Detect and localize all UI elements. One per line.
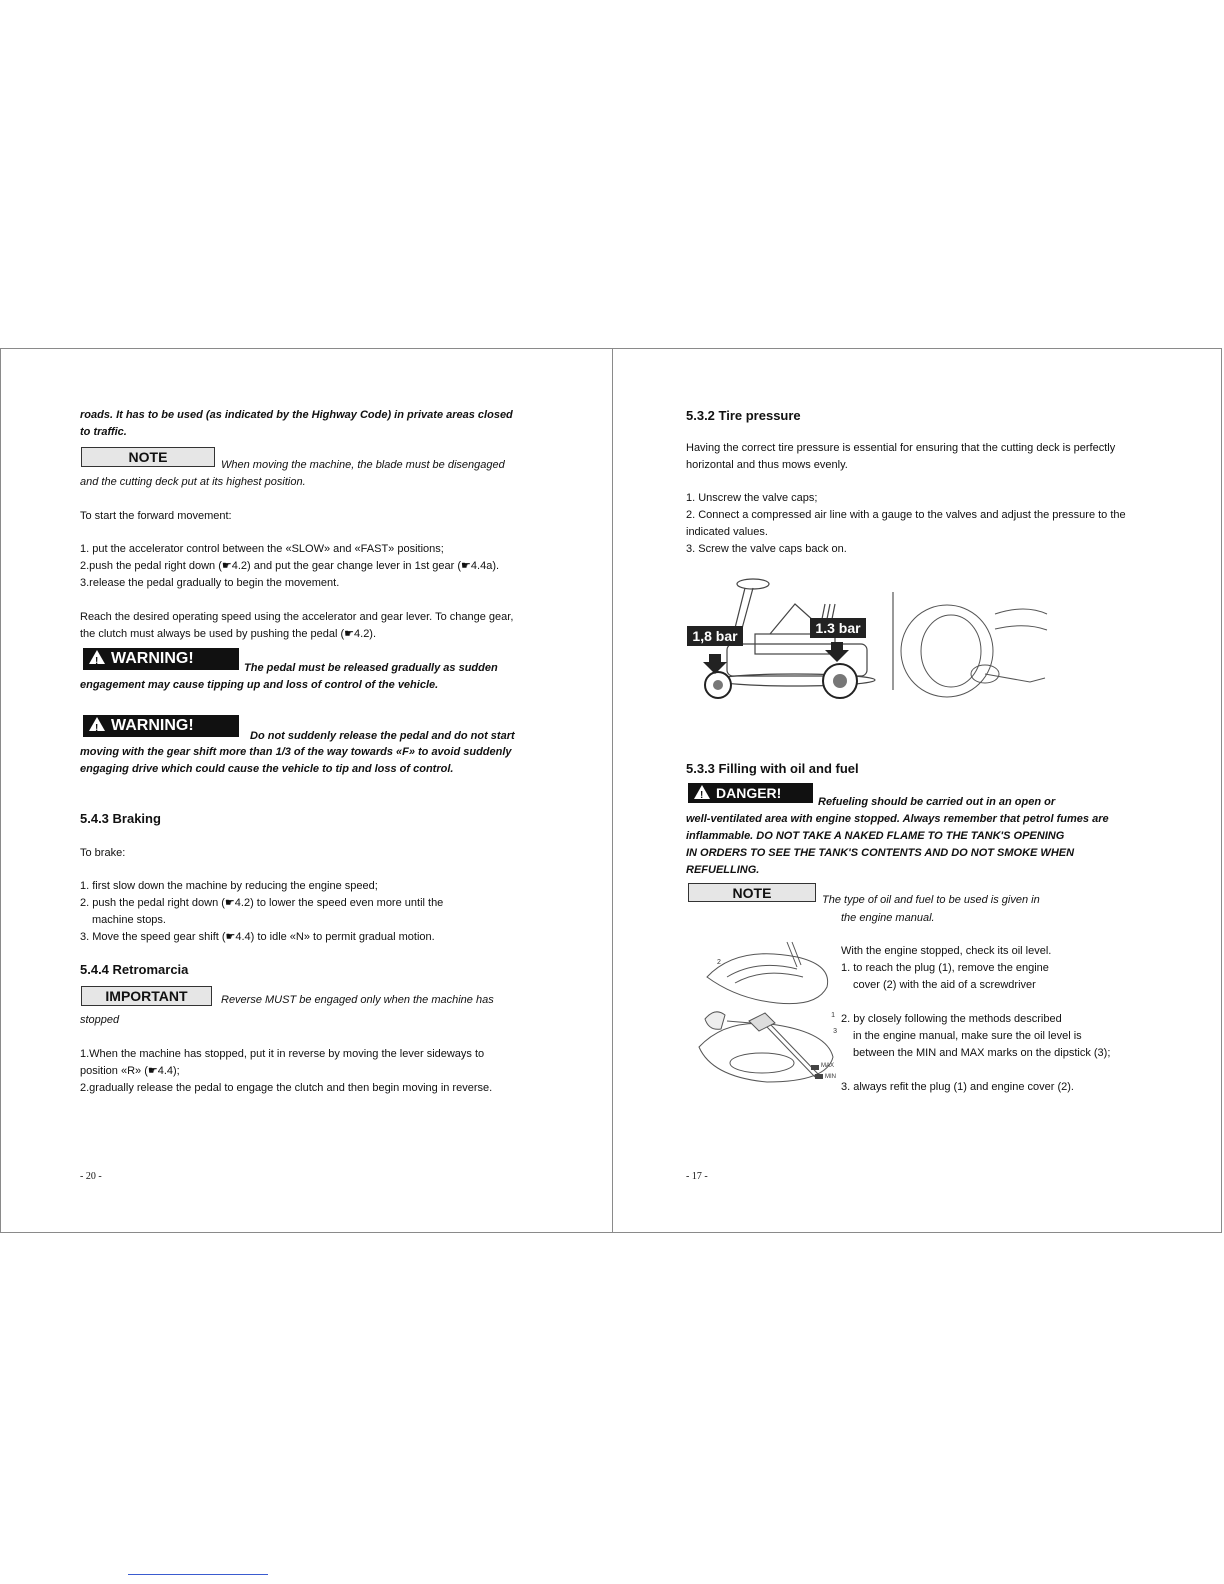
warning-icon — [89, 717, 105, 731]
brake-steps: 1. first slow down the machine by reducing the engine speed; 2. push the pedal right down (☛4.2) to lower the speed even more until the machine stops. 3. Move the speed gear shift (☛4.4) to idle «N» to permit gradual motion. — [80, 880, 444, 943]
warning-2-text-cont: moving with the gear shift more than 1/3 of the way towards «F» to avoid suddenly engaging drive which could cause the vehicle to tip and loss of control. — [80, 746, 512, 775]
oil-steps: With the engine stopped, check its oil level. 1. to reach the plug (1), remove the engine cover (2) with the aid of a screwdriver 2. by closely following the methods described in the engine manual, make sure the oil level is between the MIN and MAX marks on the dipstick (3); 3. always refit the plug (1) and engine cover (2). — [841, 945, 1111, 1093]
intro-text: roads. It has to be used (as indicated by the Highway Code) in private areas closed to traffic. — [80, 409, 513, 438]
front-arrow-icon — [703, 654, 727, 674]
page-number: - 17 - — [686, 1171, 708, 1182]
filling-heading: 5.3.3 Filling with oil and fuel — [686, 761, 859, 776]
note-text-cont: and the cutting deck put at its highest position. — [80, 476, 306, 488]
tire-steps: 1. Unscrew the valve caps; 2. Connect a compressed air line with a gauge to the valves and adjust the pressure to the indicated values. 3. Screw the valve caps back on. — [686, 492, 1126, 555]
diagram-label-2: 2 — [717, 959, 721, 966]
start-steps: 1. put the accelerator control between the «SLOW» and «FAST» positions; 2.push the pedal right down (☛4.2) and put the gear change lever in 1st gear (☛4.4a). 3.release the pedal gradually to begin the movement. — [80, 543, 500, 589]
manual-spread — [0, 348, 1222, 1233]
note-text: The type of oil and fuel to be used is given in — [822, 894, 1040, 906]
tire-paragraph: Having the correct tire pressure is essential for ensuring that the cutting deck is perfectly horizontal and thus mows evenly. — [686, 442, 1116, 471]
left-page — [1, 349, 612, 1232]
note-text-cont: the engine manual. — [841, 912, 935, 924]
tire-valve-drawing — [901, 605, 1047, 697]
dipstick-drawing — [699, 1012, 833, 1082]
danger-text: Refueling should be carried out in an open or — [818, 796, 1056, 808]
warning-label-1: !WARNING! — [83, 648, 239, 670]
note-label: NOTE — [81, 447, 215, 467]
dipstick-min-mark — [815, 1074, 823, 1079]
warning-label-2: !WARNING! — [83, 715, 239, 737]
engine-cover-drawing — [707, 942, 828, 1004]
front-wheel — [705, 672, 731, 698]
warning-2-text: Do not suddenly release the pedal and do not start — [250, 730, 515, 742]
dipstick-max-mark — [811, 1065, 819, 1070]
danger-label: !DANGER! — [688, 783, 813, 803]
reverse-steps: 1.When the machine has stopped, put it in reverse by moving the lever sideways to position «R» (☛4.4); 2.gradually release the pedal to engage the clutch and then begin moving in reverse. — [80, 1048, 493, 1094]
speed-paragraph: Reach the desired operating speed using the accelerator and gear lever. To change gear, the clutch must always be used by pushing the pedal (☛4.2). — [80, 611, 514, 640]
warning-1-text: The pedal must be released gradually as sudden — [244, 662, 498, 674]
start-title: To start the forward movement: — [80, 510, 232, 522]
tire-pressure-illustration — [685, 574, 1060, 709]
warning-icon — [694, 785, 710, 799]
warning-1-text-cont: engagement may cause tipping up and loss of control of the vehicle. — [80, 679, 439, 691]
warning-icon — [89, 650, 105, 664]
rear-wheel — [823, 664, 857, 698]
front-pressure-label — [687, 626, 743, 646]
diagram-label-max: MAX — [821, 1063, 835, 1069]
important-label: IMPORTANT — [81, 986, 212, 1006]
tire-pressure-heading: 5.3.2 Tire pressure — [686, 408, 801, 423]
right-page — [613, 349, 1224, 1232]
important-text-cont: stopped — [80, 1014, 120, 1026]
note-label: NOTE — [688, 883, 816, 902]
oil-check-illustration — [697, 937, 839, 1087]
rear-arrow-icon — [825, 642, 849, 662]
braking-heading: 5.4.3 Braking — [80, 811, 161, 826]
retromarcia-heading: 5.4.4 Retromarcia — [80, 962, 189, 977]
diagram-label-3: 3 — [833, 1028, 837, 1035]
danger-text-cont: well-ventilated area with engine stopped. Always remember that petrol fumes are inflammable. DO NOT TAKE A NAKED FLAME TO THE TANK'S OPENING IN ORDERS TO SEE THE TANK'S CONTENTS AND DO NOT SMOKE WHEN REFUELLING. — [686, 813, 1109, 876]
diagram-label-1: 1 — [831, 1012, 835, 1019]
page-number: - 20 - — [80, 1171, 102, 1182]
diagram-label-min: MIN — [825, 1074, 836, 1080]
brake-intro: To brake: — [80, 847, 126, 859]
note-text: When moving the machine, the blade must be disengaged — [221, 459, 505, 471]
footer-link-line — [128, 1574, 268, 1575]
important-text: Reverse MUST be engaged only when the machine has — [221, 994, 494, 1006]
svg-text:1.3 bar: 1.3 bar — [815, 620, 861, 636]
svg-text:1,8 bar: 1,8 bar — [692, 628, 738, 644]
rear-pressure-label — [810, 618, 866, 638]
